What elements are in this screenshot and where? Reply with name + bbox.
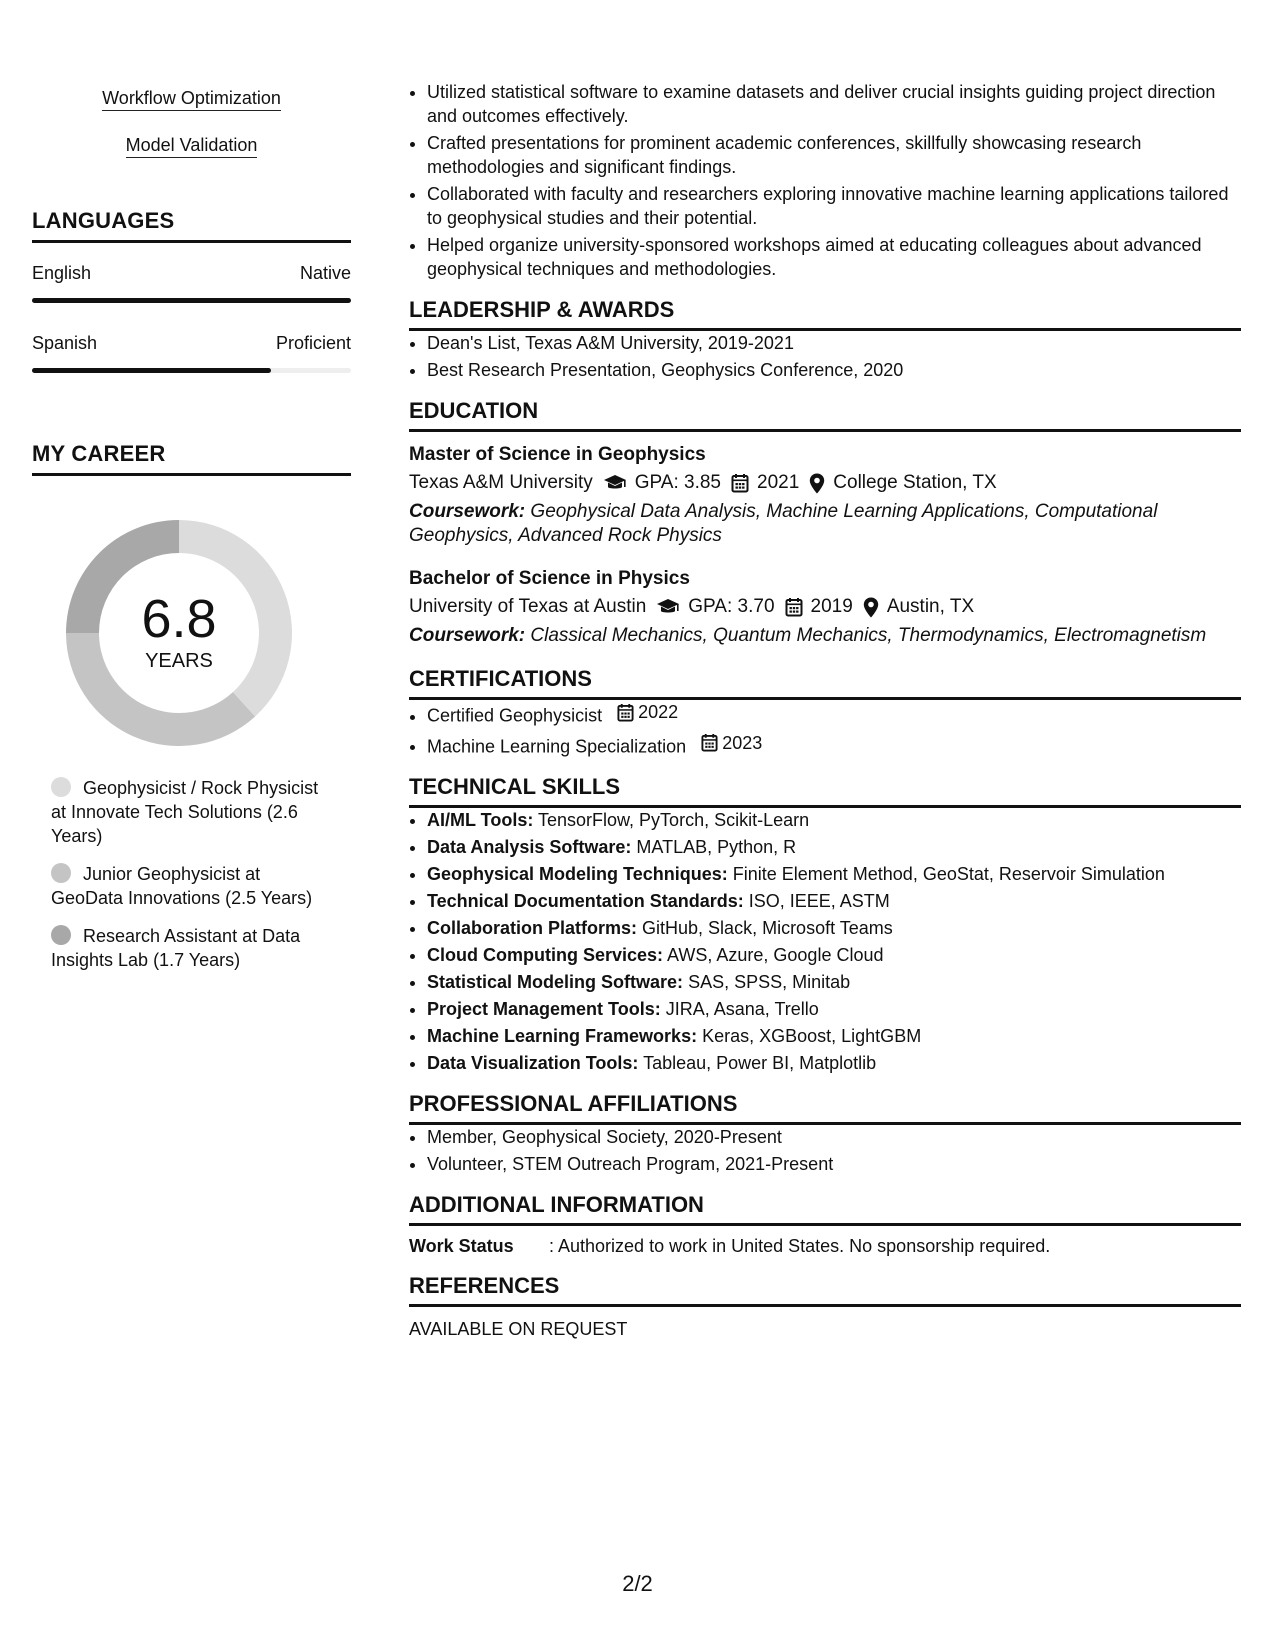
work-status-value: : Authorized to work in United States. No sponsorship required.	[549, 1236, 1051, 1256]
work-status-label: Work Status	[409, 1236, 514, 1256]
career-total-unit: YEARS	[145, 650, 213, 672]
coursework-label: Coursework:	[409, 501, 526, 522]
technical-skill-item	[427, 916, 1241, 940]
coursework	[409, 500, 1241, 548]
skill-category: Cloud Computing Services:	[427, 945, 664, 965]
calendar-icon	[731, 473, 749, 493]
experience-bullet: • Collaborated with faculty and researchers exploring innovative machine learning applications tailored to geophysical studies and their potential.	[427, 182, 1241, 230]
legend-dot	[51, 863, 71, 883]
leadership-item: • Dean's List, Texas A&M University, 2019-2021	[427, 331, 1241, 355]
calendar-icon	[701, 733, 718, 752]
skill-values: Keras, XGBoost, LightGBM	[702, 1026, 922, 1046]
technical-skill-item	[427, 997, 1241, 1021]
skill-category: AI/ML Tools:	[427, 810, 534, 830]
language-proficiency-bar	[32, 298, 351, 303]
skill-category: Collaboration Platforms:	[427, 918, 638, 938]
career-legend-item	[51, 862, 331, 910]
education-entry	[409, 566, 1241, 648]
certification-name: Certified Geophysicist	[427, 705, 603, 726]
career-legend-label: Geophysicist / Rock Physicist at Innovate Tech Solutions (2.6 Years)	[51, 778, 319, 846]
technical-skill-item	[427, 1024, 1241, 1048]
skill-values: SAS, SPSS, Minitab	[688, 972, 851, 992]
language-name: Spanish	[32, 333, 98, 353]
coursework-label: Coursework:	[409, 625, 526, 646]
map-pin-icon	[863, 597, 879, 618]
references-text: AVAILABLE ON REQUEST	[409, 1319, 628, 1339]
career-section	[32, 441, 351, 972]
school-name: University of Texas at Austin	[409, 596, 647, 617]
certification-year: 2022	[638, 702, 679, 722]
languages-section	[32, 208, 351, 373]
experience-bullets	[409, 80, 1241, 281]
school-location: Austin, TX	[886, 596, 975, 617]
skill-values: GitHub, Slack, Microsoft Teams	[642, 918, 893, 938]
school-location: College Station, TX	[833, 472, 997, 493]
education-meta	[409, 468, 1241, 498]
degree-title: Bachelor of Science in Physics	[409, 568, 690, 589]
additional-info-heading: ADDITIONAL INFORMATION	[409, 1192, 1241, 1226]
affiliations-list	[409, 1125, 1241, 1176]
experience-bullet: • Helped organize university-sponsored workshops aimed at educating colleagues about advanced geophysical techniques and methodologies.	[427, 233, 1241, 281]
certification-name: Machine Learning Specialization	[427, 736, 687, 756]
calendar-icon	[785, 597, 803, 617]
main-content	[409, 80, 1241, 1340]
skill-values: TensorFlow, PyTorch, Scikit-Learn	[538, 810, 810, 830]
technical-skill-item	[427, 862, 1241, 886]
graduation-year: 2019	[810, 596, 853, 617]
technical-skill-item	[427, 943, 1241, 967]
technical-skill-item	[427, 970, 1241, 994]
graduation-year: 2021	[757, 472, 800, 493]
career-legend-label: Research Assistant at Data Insights Lab (1.7 Years)	[51, 926, 301, 970]
certification-item	[427, 700, 1241, 728]
education-heading: EDUCATION	[409, 398, 1241, 432]
education-entry	[409, 442, 1241, 548]
career-legend	[51, 776, 351, 972]
certifications-heading: CERTIFICATIONS	[409, 666, 1241, 700]
sidebar	[32, 76, 351, 986]
language-proficiency-fill	[32, 368, 271, 373]
affiliations-heading: PROFESSIONAL AFFILIATIONS	[409, 1091, 1241, 1125]
language-name: English	[32, 263, 92, 283]
skill-values: Finite Element Method, GeoStat, Reservoir Simulation	[732, 864, 1165, 884]
technical-skill-item	[427, 835, 1241, 859]
skill-category: Machine Learning Frameworks:	[427, 1026, 698, 1046]
page-number: 2/2	[622, 1571, 653, 1596]
degree-title: Master of Science in Geophysics	[409, 444, 706, 465]
graduation-cap-icon	[603, 474, 627, 492]
technical-skills-heading: TECHNICAL SKILLS	[409, 774, 1241, 808]
skill-item: Workflow Optimization	[102, 88, 281, 111]
leadership-item: • Best Research Presentation, Geophysics Conference, 2020	[427, 358, 1241, 382]
school-name: Texas A&M University	[409, 472, 593, 493]
gpa: GPA: 3.70	[688, 596, 775, 617]
certification-item	[427, 731, 1241, 759]
language-entry	[32, 263, 351, 303]
career-total-years: 6.8	[141, 589, 217, 649]
skill-category: Data Visualization Tools:	[427, 1053, 639, 1073]
experience-bullet: • Crafted presentations for prominent academic conferences, skillfully showcasing research methodologies and significant findings.	[427, 131, 1241, 179]
leadership-list	[409, 331, 1241, 382]
skill-item: Model Validation	[126, 135, 258, 158]
work-status-row	[409, 1236, 1241, 1257]
certification-year: 2023	[722, 732, 763, 753]
references-heading: REFERENCES	[409, 1273, 1241, 1307]
career-donut-chart	[66, 520, 292, 746]
experience-bullet: • Utilized statistical software to examine datasets and deliver crucial insights guiding project direction and outcomes effectively.	[427, 80, 1241, 128]
skill-category: Geophysical Modeling Techniques:	[427, 864, 728, 884]
language-entry	[32, 333, 351, 373]
career-legend-item	[51, 924, 331, 972]
skill-values: ISO, IEEE, ASTM	[748, 891, 890, 911]
skill-values: JIRA, Asana, Trello	[665, 999, 819, 1019]
coursework-list: Classical Mechanics, Quantum Mechanics, Thermodynamics, Electromagnetism	[530, 625, 1207, 646]
legend-dot	[51, 925, 71, 945]
technical-skill-item	[427, 808, 1241, 832]
gpa: GPA: 3.85	[634, 472, 721, 493]
skill-category: Data Analysis Software:	[427, 837, 632, 857]
language-proficiency-fill	[32, 298, 351, 303]
skills-list	[32, 76, 351, 170]
language-level: Native	[299, 263, 351, 283]
certifications-list	[409, 700, 1241, 758]
coursework-list: Geophysical Data Analysis, Machine Learning Applications, Computational Geophysics, Advanced Rock Physics	[409, 501, 1158, 546]
skill-category: Statistical Modeling Software:	[427, 972, 684, 992]
skill-category: Technical Documentation Standards:	[427, 891, 744, 911]
career-heading: MY CAREER	[32, 441, 351, 476]
technical-skill-item	[427, 889, 1241, 913]
career-legend-label: Junior Geophysicist at GeoData Innovations (2.5 Years)	[51, 864, 313, 908]
donut-center	[66, 520, 292, 746]
technical-skill-item	[427, 1051, 1241, 1075]
languages-heading: LANGUAGES	[32, 208, 351, 243]
language-proficiency-bar	[32, 368, 351, 373]
technical-skills-list	[409, 808, 1241, 1075]
education-list	[409, 442, 1241, 648]
skill-category: Project Management Tools:	[427, 999, 661, 1019]
skill-values: Tableau, Power BI, Matplotlib	[643, 1053, 877, 1073]
graduation-cap-icon	[656, 598, 680, 616]
coursework	[409, 624, 1241, 648]
career-legend-item	[51, 776, 331, 848]
affiliation-item: • Member, Geophysical Society, 2020-Present	[427, 1125, 1241, 1149]
language-level: Proficient	[275, 333, 351, 353]
skill-values: AWS, Azure, Google Cloud	[667, 945, 884, 965]
calendar-icon	[617, 703, 634, 722]
skill-values: MATLAB, Python, R	[636, 837, 797, 857]
map-pin-icon	[809, 473, 825, 494]
affiliation-item: • Volunteer, STEM Outreach Program, 2021-Present	[427, 1152, 1241, 1176]
education-meta	[409, 592, 1241, 622]
leadership-heading: LEADERSHIP & AWARDS	[409, 297, 1241, 331]
legend-dot	[51, 777, 71, 797]
